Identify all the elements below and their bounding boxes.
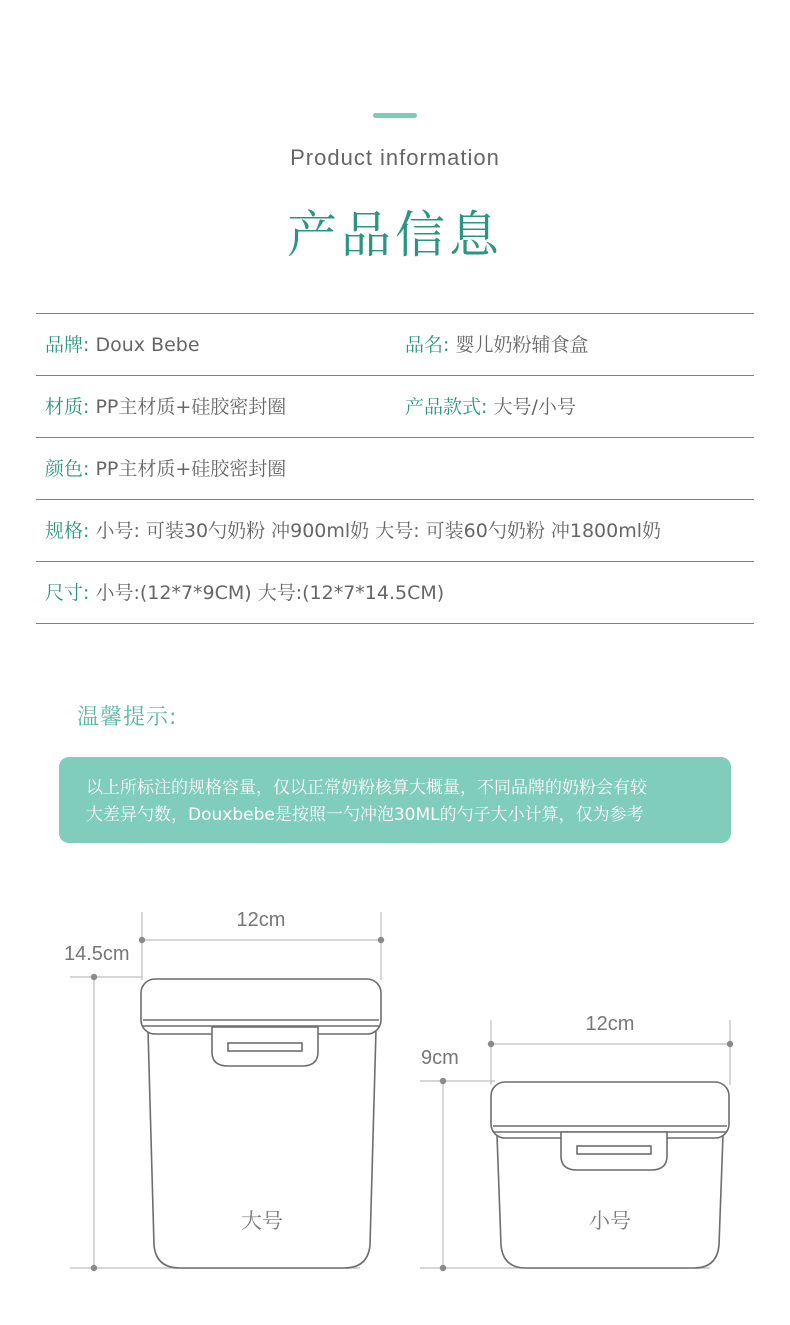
row-material <box>36 375 754 437</box>
large-height-label: 14.5cm <box>64 943 130 965</box>
size-label: 尺寸: <box>45 582 90 604</box>
tip-line-2: 大差异勺数，Douxbebe是按照一勺冲泡30ML的勺子大小计算，仅为参考 <box>86 805 644 825</box>
small-height-label: 9cm <box>421 1047 459 1069</box>
large-label: 大号 <box>241 1209 283 1233</box>
size-value: 小号:(12*7*9CM) 大号:(12*7*14.5CM) <box>95 582 445 604</box>
name-value: 婴儿奶粉辅食盒 <box>455 334 589 356</box>
spec-value: 小号: 可装30勺奶粉 冲900ml奶 大号: 可装60勺奶粉 冲1800ml奶 <box>95 520 662 542</box>
tip-line-1: 以上所标注的规格容量，仅以正常奶粉核算大概量，不同品牌的奶粉会有较 <box>86 778 647 798</box>
material-label: 材质: <box>45 396 90 418</box>
brand-label: 品牌: <box>45 334 90 356</box>
spec-label: 规格: <box>45 520 90 542</box>
small-label: 小号 <box>589 1209 631 1233</box>
material-value: PP主材质+硅胶密封圈 <box>95 396 287 418</box>
color-value: PP主材质+硅胶密封圈 <box>95 458 287 480</box>
english-title: Product information <box>290 145 500 170</box>
size-diagram <box>0 880 790 1325</box>
style-value: 大号/小号 <box>493 396 576 418</box>
tip-box <box>59 757 731 843</box>
row-size <box>36 561 754 624</box>
small-width-label: 12cm <box>585 1013 635 1035</box>
color-label: 颜色: <box>45 458 90 480</box>
accent-bar <box>373 113 417 118</box>
info-table <box>36 313 754 624</box>
chinese-title: 产品信息 <box>287 206 503 264</box>
row-spec <box>36 499 754 561</box>
row-brand <box>36 313 754 375</box>
brand-value: Doux Bebe <box>95 334 200 356</box>
small-container-icon <box>491 1082 729 1268</box>
style-label: 产品款式: <box>405 396 488 418</box>
row-color <box>36 437 754 499</box>
name-label: 品名: <box>405 334 450 356</box>
tip-title: 温馨提示: <box>77 705 178 730</box>
large-width-label: 12cm <box>236 909 286 931</box>
